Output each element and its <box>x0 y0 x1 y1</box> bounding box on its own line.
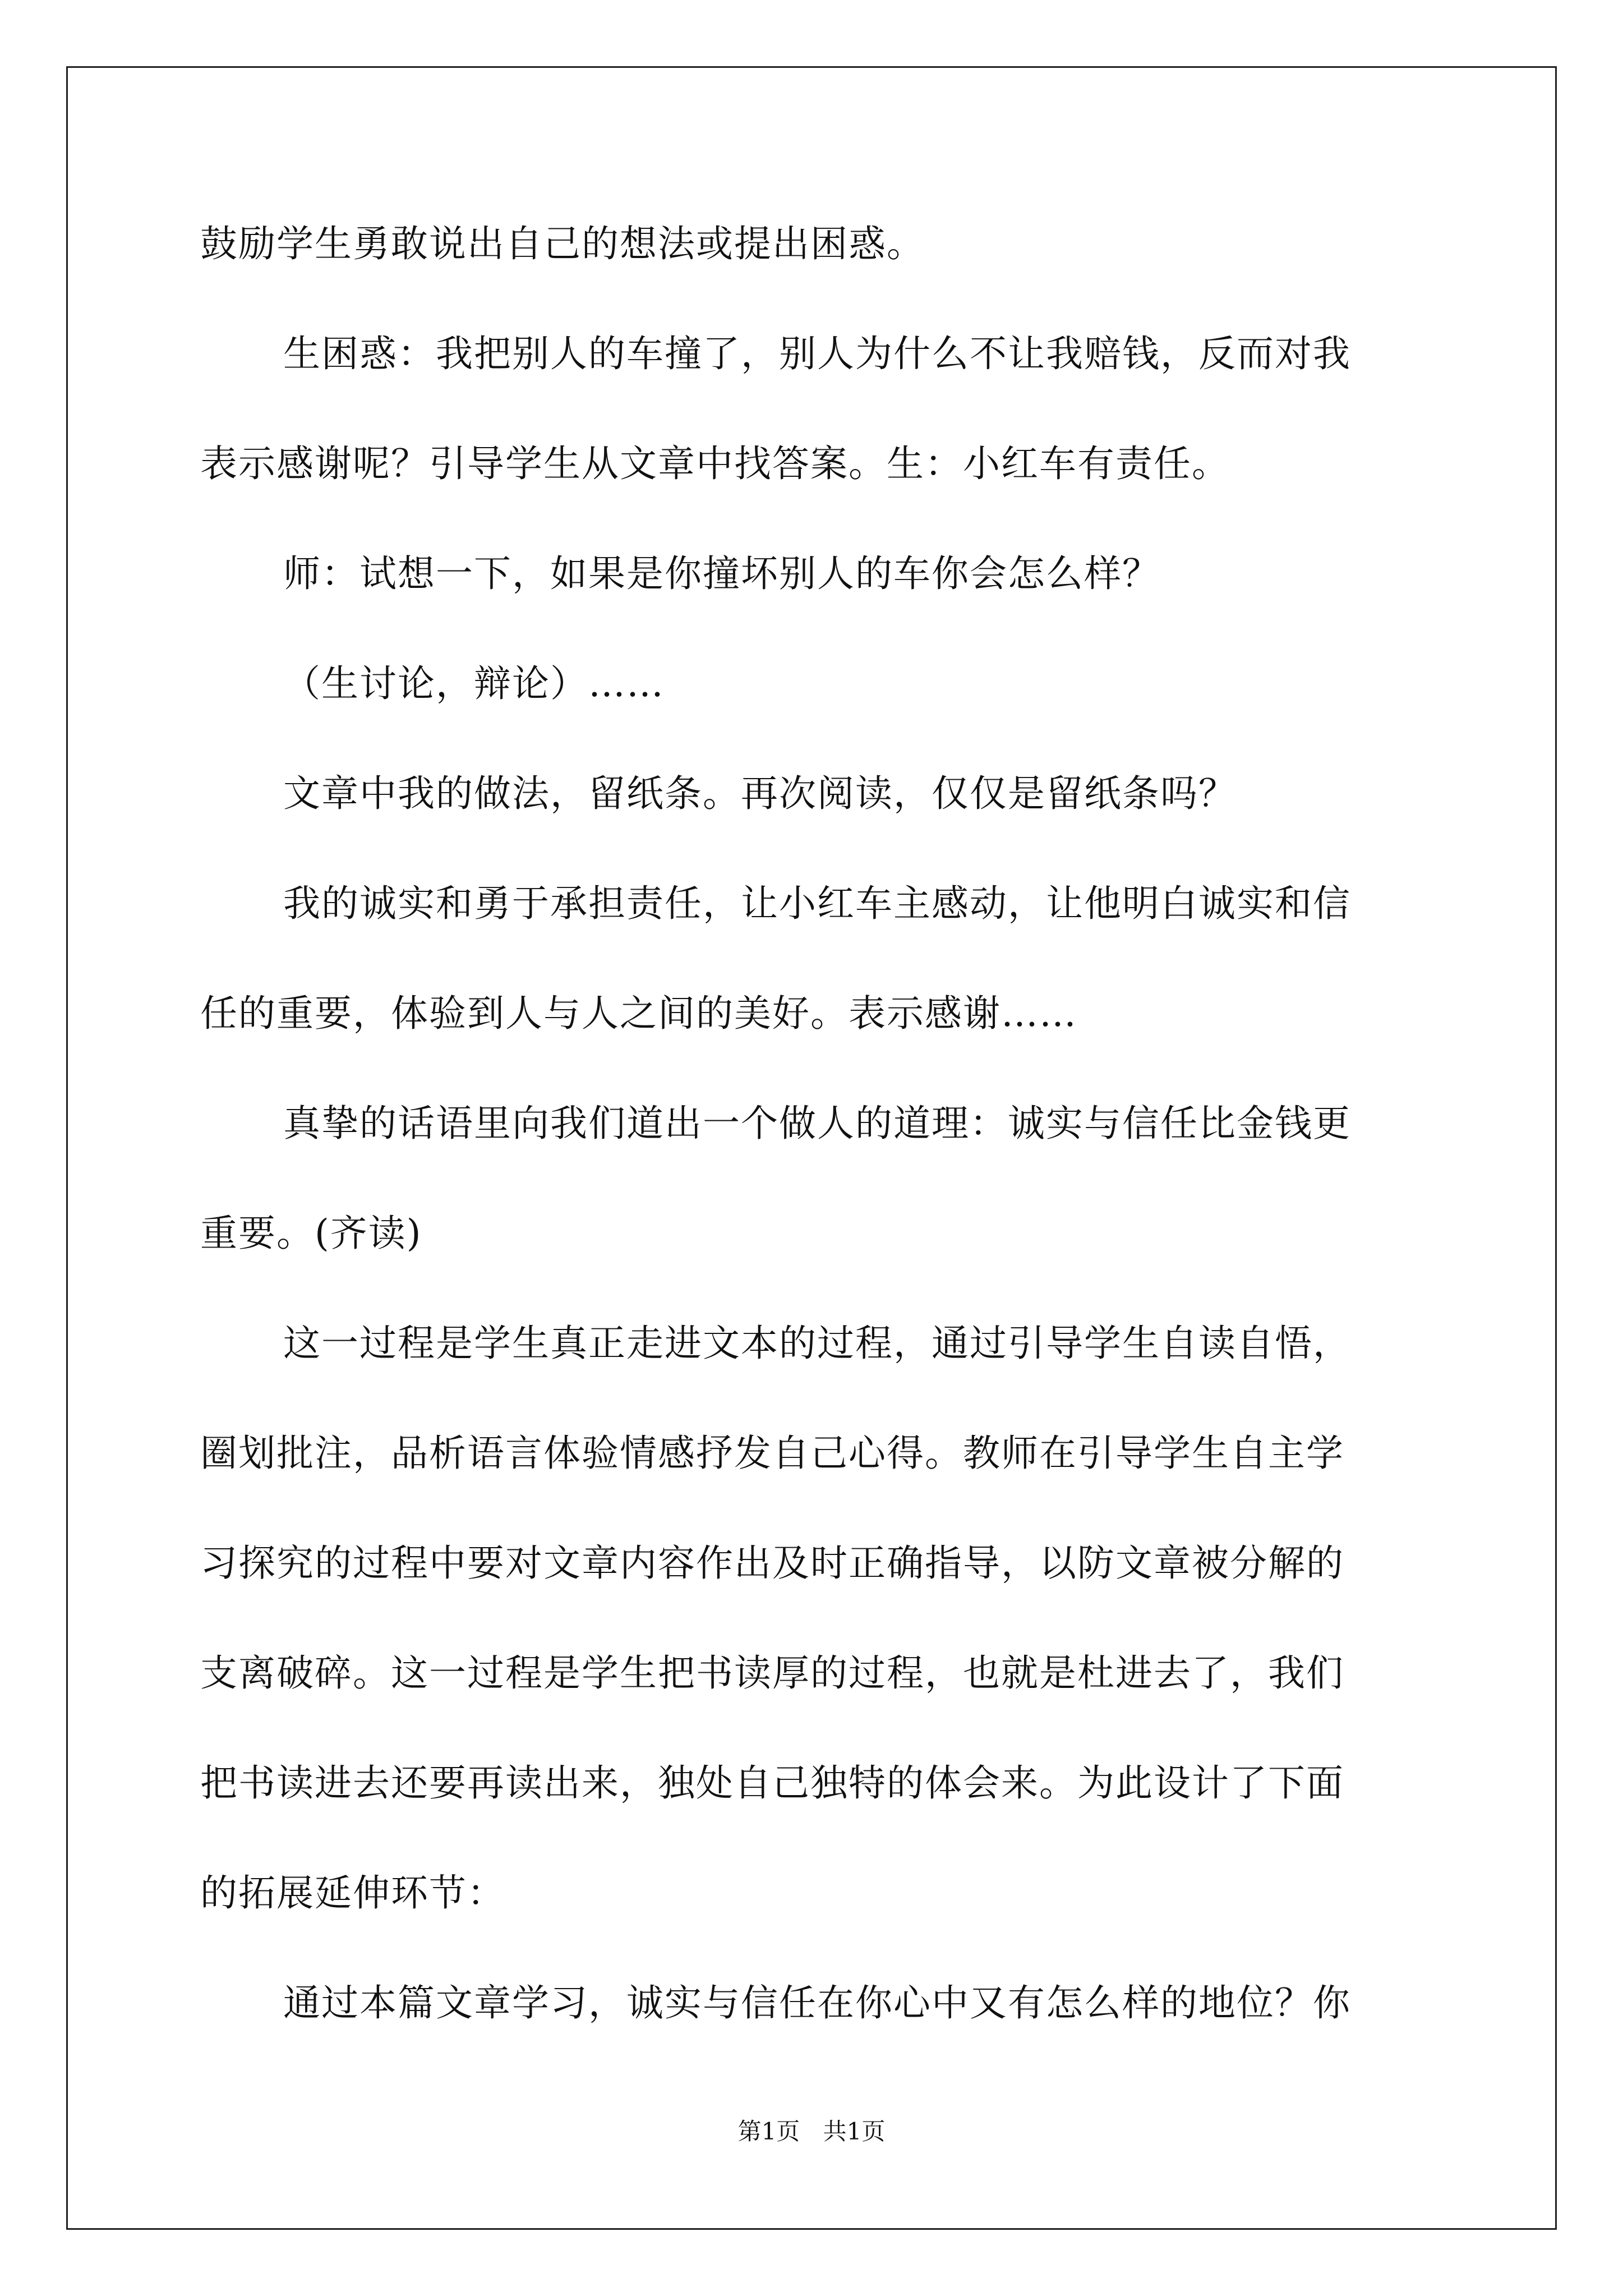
text-line: 师：试想一下，如果是你撞坏别人的车你会怎么样？ <box>283 552 1160 595</box>
total-pages: 共1页 <box>823 2118 886 2145</box>
text-line: 通过本篇文章学习，诚实与信任在你心中又有怎么样的地位？你 <box>283 1981 1351 2024</box>
text-line: 鼓励学生勇敢说出自己的想法或提出困惑。 <box>200 222 925 265</box>
text-line: 的拓展延伸环节： <box>200 1871 505 1915</box>
text-line: 重要。(齐读) <box>200 1212 422 1255</box>
text-line: （生讨论，辩论）…… <box>283 662 665 705</box>
page-number: 第1页 <box>737 2118 800 2145</box>
text-line: 我的诚实和勇于承担责任，让小红车主感动，让他明白诚实和信 <box>283 882 1351 925</box>
text-line: 任的重要，体验到人与人之间的美好。表示感谢…… <box>200 992 1077 1035</box>
text-line: 表示感谢呢？引导学生从文章中找答案。生：小红车有责任。 <box>200 442 1230 485</box>
text-line: 把书读进去还要再读出来，独处自己独特的体会来。为此设计了下面 <box>200 1761 1344 1805</box>
text-line: 文章中我的做法，留纸条。再次阅读，仅仅是留纸条吗？ <box>283 772 1237 815</box>
text-line: 习探究的过程中要对文章内容作出及时正确指导，以防文章被分解的 <box>200 1542 1344 1585</box>
text-line: 圈划批注，品析语言体验情感抒发自己心得。教师在引导学生自主学 <box>200 1432 1344 1475</box>
text-line: 这一过程是学生真正走进文本的过程，通过引导学生自读自悟， <box>283 1322 1351 1365</box>
text-line: 生困惑：我把别人的车撞了，别人为什么不让我赔钱，反而对我 <box>283 332 1351 375</box>
page-footer <box>0 2115 1623 2148</box>
text-line: 真挚的话语里向我们道出一个做人的道理：诚实与信任比金钱更 <box>283 1102 1351 1145</box>
text-line: 支离破碎。这一过程是学生把书读厚的过程，也就是杜进去了，我们 <box>200 1651 1344 1695</box>
